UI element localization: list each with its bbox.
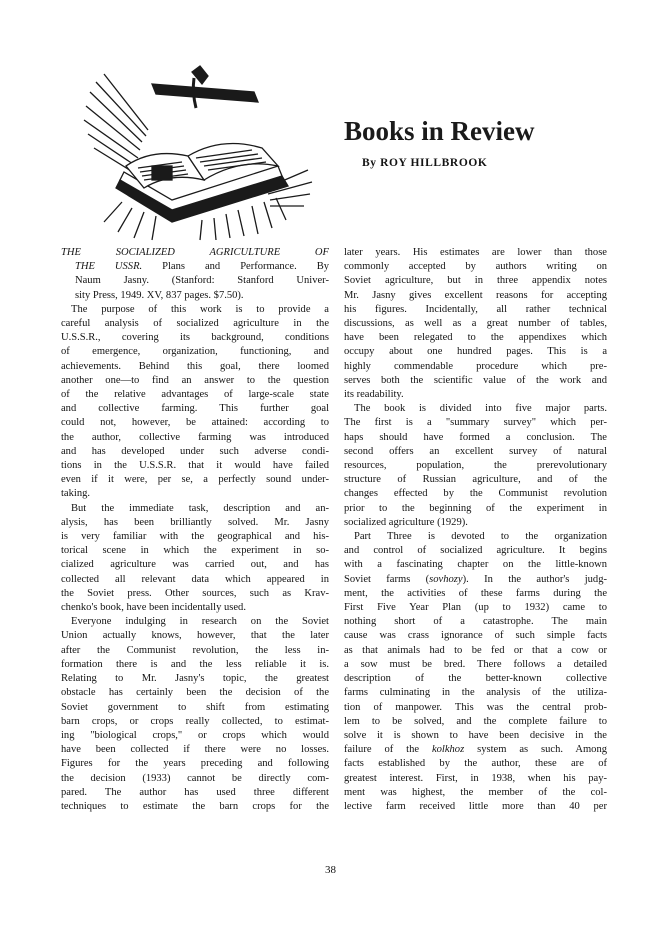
text-line bbox=[344, 772, 607, 786]
text-line bbox=[61, 672, 329, 686]
text-span: torical scene in which the experiment in so- bbox=[61, 545, 329, 557]
text-span: lective farm received little more than 40 per bbox=[344, 800, 607, 812]
text-span: lem to be solved, and the complete failure to bbox=[344, 715, 607, 727]
text-span: tion of manpower. This was the central prob- bbox=[344, 701, 607, 713]
italic-text: sovhozy bbox=[429, 573, 463, 585]
text-span: resources, population, the prerevolutionary bbox=[344, 460, 607, 472]
text-span: another one—to find an answer to the question bbox=[61, 374, 329, 386]
text-line bbox=[61, 558, 329, 572]
text-line bbox=[61, 757, 329, 771]
text-line bbox=[61, 629, 329, 643]
text-line bbox=[344, 644, 607, 658]
text-line bbox=[61, 516, 329, 530]
text-span: Union actually knows, however, that the later bbox=[61, 630, 329, 642]
text-span: and collective farming. This further goal bbox=[61, 403, 329, 415]
text-line bbox=[344, 416, 607, 430]
text-span: alysis, has been brilliantly solved. Mr. Jasny bbox=[61, 516, 329, 528]
text-span: Soviet agriculture, but in three appendix notes bbox=[344, 275, 607, 287]
text-line bbox=[344, 402, 607, 416]
text-line bbox=[61, 289, 329, 303]
text-span: greatest interest. First, in 1938, when his pay- bbox=[344, 772, 607, 784]
text-line bbox=[344, 629, 607, 643]
text-span: sity Press, 1949. XV, 837 pages. $7.50). bbox=[75, 289, 244, 301]
text-line bbox=[344, 743, 607, 757]
text-line bbox=[344, 786, 607, 800]
text-span: and has developed under such adverse condi- bbox=[61, 445, 329, 457]
text-span: ing "biological crops," or crops which would bbox=[61, 729, 329, 741]
text-span: the decision (1933) cannot be directly com- bbox=[61, 772, 329, 784]
text-line bbox=[61, 573, 329, 587]
text-span: description of the better-known collective bbox=[344, 673, 607, 685]
text-line bbox=[61, 502, 329, 516]
text-line bbox=[344, 516, 607, 530]
text-span: even if it were, per se, a perfectly sound under- bbox=[61, 474, 329, 486]
text-line bbox=[61, 317, 329, 331]
text-span: the author, collective farming was introduced bbox=[61, 431, 329, 443]
text-span: second offers an excellent survey of natural bbox=[344, 445, 607, 457]
text-line bbox=[344, 487, 607, 501]
text-span: occupy about one hundred pages. This is a bbox=[344, 346, 607, 358]
text-span: ). In the author's judg- bbox=[462, 573, 607, 585]
text-span: cause was crass ignorance of such simple facts bbox=[344, 630, 607, 642]
text-line bbox=[61, 615, 329, 629]
text-span: U.S.S.R., covering its background, conditions bbox=[61, 332, 329, 344]
text-line bbox=[61, 530, 329, 544]
text-span: ment was highest, the member of the col- bbox=[344, 786, 607, 798]
text-line bbox=[61, 487, 329, 501]
text-span: taking. bbox=[61, 488, 90, 500]
text-span: Soviet government to shift from estimating bbox=[61, 701, 329, 713]
text-line bbox=[61, 473, 329, 487]
text-line bbox=[61, 786, 329, 800]
text-line bbox=[344, 473, 607, 487]
text-line bbox=[344, 800, 607, 814]
text-line bbox=[344, 558, 607, 572]
text-line bbox=[344, 345, 607, 359]
text-span: could not, however, be attained: according to bbox=[61, 417, 329, 429]
text-line bbox=[344, 701, 607, 715]
text-line bbox=[61, 246, 329, 260]
text-line bbox=[344, 331, 607, 345]
text-span: system as such. Among bbox=[464, 744, 607, 756]
text-span: later years. His estimates are lower than those bbox=[344, 247, 607, 258]
text-line bbox=[344, 360, 607, 374]
text-span: farms culminating in the analysis of the utiliza- bbox=[344, 687, 607, 699]
text-span: careful analysis of socialized agriculture in the bbox=[61, 318, 329, 330]
text-line bbox=[61, 345, 329, 359]
text-span: his figures. Incidentally, all rather technical bbox=[344, 303, 607, 315]
text-line bbox=[344, 729, 607, 743]
text-line bbox=[61, 686, 329, 700]
text-span: as that animals had to be fed or that a cow or bbox=[344, 644, 607, 656]
text-line bbox=[344, 374, 607, 388]
text-line bbox=[61, 544, 329, 558]
text-span: The book is divided into five major parts. bbox=[354, 403, 607, 415]
text-line bbox=[61, 743, 329, 757]
text-span: Mr. Jasny gives excellent reasons for accepting bbox=[344, 289, 607, 301]
text-line bbox=[61, 729, 329, 743]
text-span: Everyone indulging in research on the Soviet bbox=[71, 616, 329, 628]
text-line bbox=[61, 587, 329, 601]
page-number: 38 bbox=[325, 864, 336, 876]
text-span: cialized agriculture was carried out, and has bbox=[61, 559, 329, 571]
text-line bbox=[61, 445, 329, 459]
italic-text: THE USSR. bbox=[75, 261, 143, 273]
text-line bbox=[344, 274, 607, 288]
text-span: failure of the bbox=[344, 744, 432, 756]
text-span: The purpose of this work is to provide a bbox=[71, 303, 329, 315]
text-span: pared. The author has used three different bbox=[61, 786, 329, 798]
text-line bbox=[61, 459, 329, 473]
text-span: tions in the U.S.S.R. that it would have failed bbox=[61, 460, 329, 472]
text-span: solve it is shown to have been decisive in the bbox=[344, 729, 607, 741]
text-span: prior to the beginning of the experiment in bbox=[344, 502, 607, 514]
text-span: after the Communist revolution, the less in- bbox=[61, 644, 329, 656]
text-line bbox=[344, 260, 607, 274]
text-span: Plans and Performance. By bbox=[142, 261, 329, 273]
text-span: have been collected if there were no losses. bbox=[61, 744, 329, 756]
author-byline: By ROY HILLBROOK bbox=[362, 157, 488, 169]
section-title: Books in Review bbox=[344, 116, 535, 146]
text-line bbox=[61, 260, 329, 274]
text-line bbox=[344, 303, 607, 317]
text-line bbox=[61, 274, 329, 288]
text-line bbox=[344, 686, 607, 700]
text-span: socialized agriculture (1929). bbox=[344, 516, 468, 528]
text-line bbox=[344, 658, 607, 672]
text-span: of the relative advantages of large-scale state bbox=[61, 389, 329, 401]
text-span: chenko's book, have been incidentally used. bbox=[61, 602, 246, 614]
text-span: of emergence, organization, functioning, and bbox=[61, 346, 329, 358]
text-span: First Five Year Plan (up to 1932) came to bbox=[344, 602, 607, 614]
text-span: Figures for the years preceding and following bbox=[61, 758, 329, 770]
text-span: the Soviet press. Other sources, such as Krav- bbox=[61, 587, 329, 599]
text-line bbox=[344, 715, 607, 729]
text-line bbox=[344, 757, 607, 771]
text-span: and control of socialized agriculture. It begins bbox=[344, 545, 607, 557]
text-span: facts established by the author, these are of bbox=[344, 758, 607, 770]
text-span: Part Three is devoted to the organization bbox=[354, 531, 607, 543]
text-line bbox=[61, 331, 329, 345]
text-span: serves both the scientific value of the work and bbox=[344, 374, 607, 386]
text-line bbox=[61, 303, 329, 317]
text-line bbox=[344, 573, 607, 587]
text-line bbox=[344, 544, 607, 558]
text-line bbox=[61, 658, 329, 672]
text-line bbox=[61, 701, 329, 715]
text-line bbox=[61, 360, 329, 374]
text-span: formation there is and the less reliable it is. bbox=[61, 658, 329, 670]
text-line bbox=[61, 374, 329, 388]
text-span: is very familiar with the geographical and his- bbox=[61, 531, 329, 543]
text-line bbox=[61, 402, 329, 416]
text-span: Soviet farms ( bbox=[344, 573, 430, 585]
left-column bbox=[61, 246, 329, 814]
text-span: But the immediate task, description and an- bbox=[71, 502, 329, 514]
text-span: Naum Jasny. (Stanford: Stanford Univer- bbox=[75, 275, 329, 287]
text-line bbox=[344, 317, 607, 331]
text-span: barn crops, or crops really collected, to estimat- bbox=[61, 715, 329, 727]
text-span: highly commendable procedure which pre- bbox=[344, 360, 607, 372]
text-span: discussions, as well as a great number of tables, bbox=[344, 318, 607, 330]
text-line bbox=[344, 289, 607, 303]
text-line bbox=[61, 416, 329, 430]
text-span: collected all relevant data which appeared in bbox=[61, 573, 329, 585]
text-line bbox=[61, 772, 329, 786]
text-line bbox=[344, 459, 607, 473]
right-column bbox=[344, 246, 607, 814]
text-span: with a fascinating chapter on the little-known bbox=[344, 559, 607, 571]
text-span: techniques to estimate the barn crops for the bbox=[61, 800, 329, 812]
text-line bbox=[344, 672, 607, 686]
text-line bbox=[61, 715, 329, 729]
text-line bbox=[344, 431, 607, 445]
text-span: have been relegated to the appendixes which bbox=[344, 332, 607, 344]
text-line bbox=[344, 530, 607, 544]
text-line bbox=[344, 615, 607, 629]
text-line bbox=[61, 388, 329, 402]
text-line bbox=[61, 601, 329, 615]
text-span: changes effected by the Communist revolution bbox=[344, 488, 607, 500]
text-span: its readability. bbox=[344, 389, 404, 401]
text-span: achievements. Behind this goal, there loomed bbox=[61, 360, 329, 372]
text-span: haps should have formed a conclusion. The bbox=[344, 431, 607, 443]
text-span: structure of Russian agriculture, and of the bbox=[344, 474, 607, 486]
text-line bbox=[344, 388, 607, 402]
text-span: ment, the activities of these farms during the bbox=[344, 587, 607, 599]
italic-text: THE SOCIALIZED AGRICULTURE OF bbox=[61, 247, 329, 258]
text-line bbox=[344, 601, 607, 615]
text-span: a sow must be bred. There follows a detailed bbox=[344, 658, 607, 670]
text-line bbox=[61, 431, 329, 445]
text-span: obstacle has certainly been the decision of the bbox=[61, 687, 329, 699]
text-line bbox=[344, 502, 607, 516]
text-line bbox=[344, 445, 607, 459]
article-header bbox=[344, 118, 604, 169]
text-line bbox=[344, 246, 607, 260]
text-line bbox=[61, 800, 329, 814]
lamp-and-open-book-illustration bbox=[82, 62, 322, 242]
text-line bbox=[61, 644, 329, 658]
text-line bbox=[344, 587, 607, 601]
text-span: nothing short of a catastrophe. The main bbox=[344, 616, 607, 628]
text-span: Relating to Mr. Jasny's topic, the greatest bbox=[61, 673, 329, 685]
italic-text: kolkhoz bbox=[431, 744, 465, 756]
text-span: The first is a "summary survey" which per- bbox=[344, 417, 607, 429]
text-span: commonly accepted by authors writing on bbox=[344, 261, 607, 273]
